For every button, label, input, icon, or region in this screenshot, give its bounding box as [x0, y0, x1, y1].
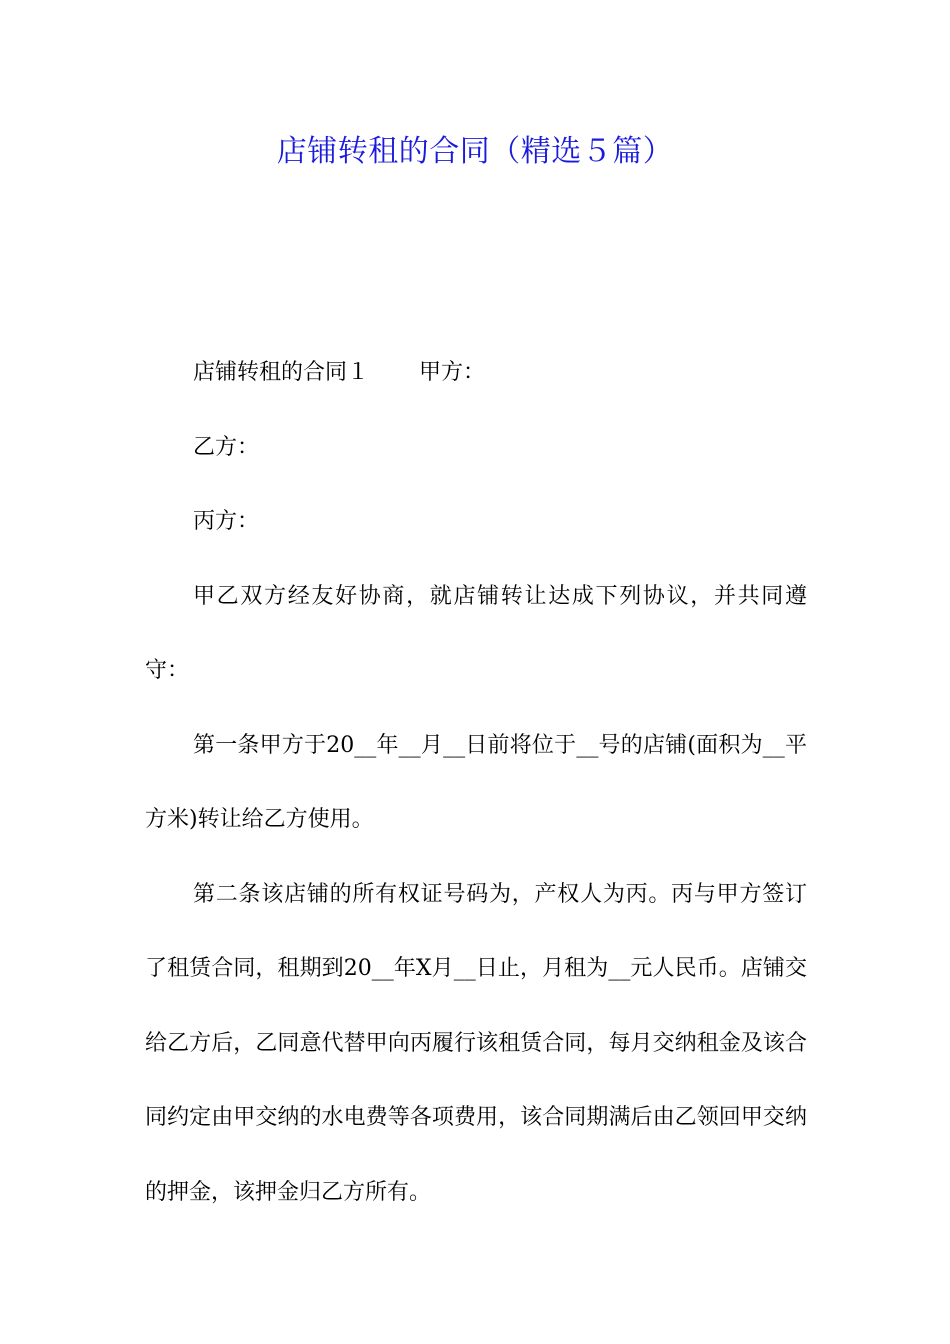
article-one-paragraph: 第一条甲方于20__年__月__日前将位于__号的店铺(面积为__平方米)转让给乙方使用。: [145, 732, 807, 832]
contract-heading-label: 店铺转租的合同１: [193, 360, 370, 385]
article-two-paragraph: 第二条该店铺的所有权证号码为，产权人为丙。丙与甲方签订了租赁合同，租期到20__年X月__日止，月租为__元人民币。店铺交给乙方后，乙同意代替甲向丙履行该租赁合同，每月交纳租金及该合同约定由甲交纳的水电费等各项费用，该合同期满后由乙领回甲交纳的押金，该押金归乙方所有。: [145, 881, 807, 1205]
page-title: 店铺转租的合同（精选５篇）: [276, 134, 674, 169]
document-body: [145, 336, 807, 1230]
party-b-label: 乙方：: [193, 434, 260, 460]
party-a-label: 甲方：: [419, 360, 486, 385]
party-c-label: 丙方：: [193, 509, 260, 534]
agreement-intro-paragraph: 甲乙双方经友好协商，就店铺转让达成下列协议，并共同遵守：: [145, 583, 807, 683]
contract-heading-line: [145, 336, 807, 411]
